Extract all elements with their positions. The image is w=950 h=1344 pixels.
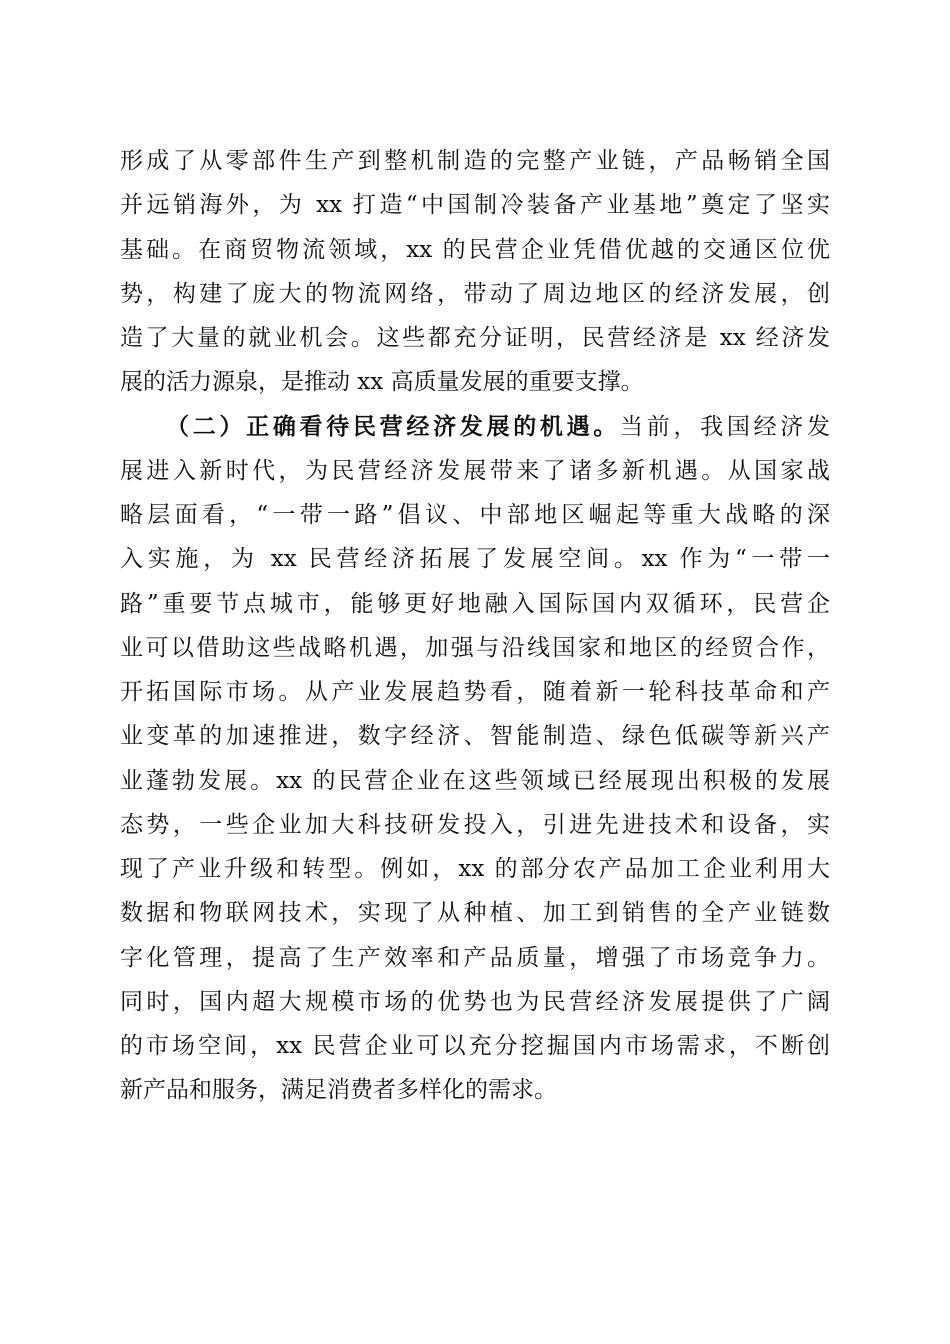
text-line: 形成了从零部件生产到整机制造的完整产业链，产品畅销全国 [120, 148, 830, 174]
text-line: 业蓬勃发展。xx 的民营企业在这些领域已经展现出积极的发展 [120, 767, 830, 794]
text-line: 的市场空间，xx 民营企业可以充分挖掘国内市场需求，不断创 [120, 1033, 830, 1059]
paragraph-development-opportunities [120, 405, 830, 1113]
text-line: 略层面看，“一带一路”倡议、中部地区崛起等重大战略的深 [120, 502, 830, 528]
text-line: 入实施，为 xx 民营经济拓展了发展空间。xx 作为“一带一 [120, 546, 830, 573]
text-line: 路”重要节点城市，能够更好地融入国际国内双循环，民营企 [120, 590, 830, 617]
text-line: 新产品和服务，满足消费者多样化的需求。 [120, 1077, 557, 1104]
text-line: 业可以借助这些战略机遇，加强与沿线国家和地区的经贸合作， [120, 634, 830, 661]
text-line: 开拓国际市场。从产业发展趋势看，随着新一轮科技革命和产 [120, 679, 830, 705]
text-line: 字化管理，提高了生产效率和产品质量，增强了市场竞争力。 [120, 944, 830, 971]
text-line: 态势，一些企业加大科技研发投入，引进先进技术和设备，实 [120, 811, 830, 838]
text-line: 展的活力源泉，是推动 xx 高质量发展的重要支撑。 [120, 369, 644, 396]
section-heading: （二）正确看待民营经济发展的机遇。 [166, 412, 621, 440]
text-line: 造了大量的就业机会。这些都充分证明，民营经济是 xx 经济发 [120, 325, 830, 351]
paragraph-economy-support [120, 139, 830, 405]
text-line: 现了产业升级和转型。例如，xx 的部分农产品加工企业利用大 [120, 856, 830, 882]
text-line: 业变革的加速推进，数字经济、智能制造、绿色低碳等新兴产 [120, 723, 830, 750]
heading-line-rest: 当前，我国经济发 [620, 413, 830, 440]
text-line: 同时，国内超大规模市场的优势也为民营经济发展提供了广阔 [120, 988, 830, 1015]
heading-line [120, 405, 830, 449]
text-line: 展进入新时代，为民营经济发展带来了诸多新机遇。从国家战 [120, 457, 830, 484]
text-line: 基础。在商贸物流领域，xx 的民营企业凭借优越的交通区位优 [120, 236, 830, 263]
text-line: 并远销海外，为 xx 打造“中国制冷装备产业基地”奠定了坚实 [120, 192, 830, 219]
text-line: 数据和物联网技术，实现了从种植、加工到销售的全产业链数 [120, 900, 830, 927]
text-line: 势，构建了庞大的物流网络，带动了周边地区的经济发展，创 [120, 280, 830, 307]
